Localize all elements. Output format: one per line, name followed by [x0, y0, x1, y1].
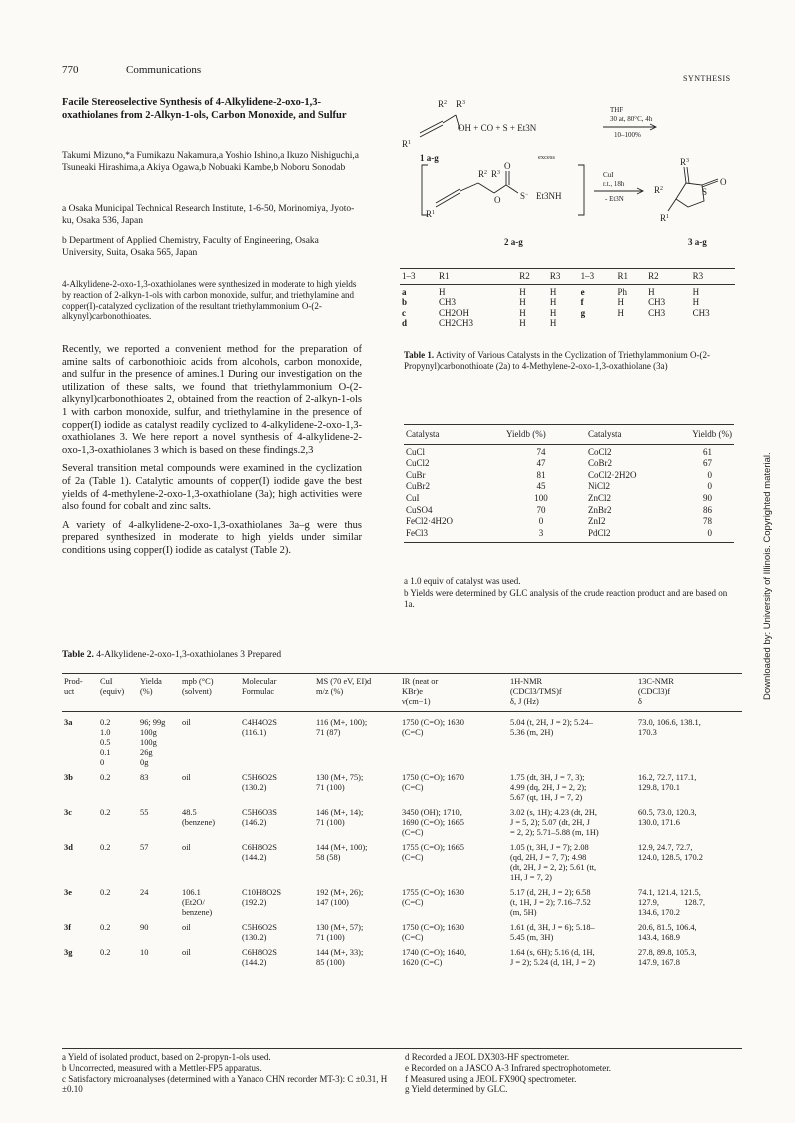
svg-text:R1: $R^1$ — [426, 209, 436, 219]
svg-text:R3: $R^3$ — [680, 157, 690, 167]
table-row — [62, 888, 742, 918]
table2-cell: 0.2 — [100, 773, 111, 782]
table2-cell: 1750 (C=O); 1670 (C=C) — [402, 773, 464, 792]
table2-footnotes-right — [405, 1052, 735, 1095]
scheme-label-3: 3 a-g — [688, 237, 707, 247]
table2-cell: 3c — [64, 808, 72, 817]
table2-cell: 27.8, 89.8, 105.3, 147.9, 167.8 — [638, 948, 697, 967]
svg-text:R1: $R^1$ — [402, 139, 412, 149]
table2-cell: 60.5, 73.0, 120.3, 130.0, 171.6 — [638, 808, 697, 827]
table2-cell: 96; 99g 100g 100g 26g 0g — [140, 718, 166, 767]
table1-header: Yieldb (%) — [692, 429, 732, 439]
table2-caption — [62, 650, 281, 661]
table2-cell: 3b — [64, 773, 73, 782]
table2-footnote: b Uncorrected, measured with a Mettler-FP5 apparatus. — [62, 1062, 262, 1073]
table2-cell: 3f — [64, 923, 71, 932]
table2-cell: C5H6O3S (146.2) — [242, 808, 277, 827]
subst-header: R3 — [692, 271, 704, 281]
table2-header: MS (70 eV, EI)d m/z (%) — [316, 677, 372, 696]
section-name: Communications — [126, 64, 202, 76]
subst-header: R2 — [519, 271, 530, 281]
table1-row: FeCl2·4H2O 0 ZnI2 78 — [406, 516, 712, 527]
table2-cell: C5H6O2S (130.2) — [242, 773, 277, 792]
subst-row: c CH2OH H H g H CH3 CH3 — [402, 307, 710, 318]
table2-header: mpb (°C) (solvent) — [182, 677, 214, 696]
svg-text:R3: $R^3$ — [456, 99, 466, 109]
table2-cell: C4H4O2S (116.1) — [242, 718, 277, 737]
subst-header: R1 — [617, 271, 629, 281]
scheme-condition-pressure: 30 at, 80°C, 4h — [610, 115, 653, 123]
scheme-salt: Et3NH — [536, 191, 562, 201]
table2-cell: 1.61 (d, 3H, J = 6); 5.18– 5.45 (m, 3H) — [510, 923, 595, 942]
subst-row: a H H H e Ph H H — [402, 286, 700, 297]
table2 — [62, 677, 742, 973]
table2-cell: 0.2 — [100, 948, 111, 957]
table1-header: Catalysta — [588, 429, 622, 439]
paragraph-variety: A variety of 4-alkylidene-2-oxo-1,3-oxathiolanes 3a–g were thus prepared synthesized in moderate to high yields under similar conditions using copper(I) iodide as catalyst (Table 2). — [62, 519, 362, 556]
table2-cell: 1750 (C=O); 1630 (C=C) — [402, 923, 464, 942]
table2-cell: 130 (M+, 57); 71 (100) — [316, 923, 364, 942]
table1-row: CuBr 81 CoCl2·2H2O 0 — [406, 469, 712, 480]
table2-cell: C6H8O2S (144.2) — [242, 948, 277, 967]
table2-cell: C6H8O2S (144.2) — [242, 843, 277, 862]
table2-cell: 0.2 — [100, 888, 111, 897]
table2-header: Prod- uct — [64, 677, 83, 696]
table2-cell: 73.0, 106.6, 138.1, 170.3 — [638, 718, 701, 737]
table2-header: Yielda (%) — [140, 677, 162, 696]
scheme-reagents: OH + CO + S + Et3N — [458, 123, 537, 133]
table1-footnote-a: a 1.0 equiv of catalyst was used. — [404, 576, 521, 586]
subst-header: R1 — [438, 271, 450, 281]
table2-cell: 48.5 (benzene) — [182, 808, 216, 827]
affiliation-b: b Department of Applied Chemistry, Faculty of Engineering, Osaka University, Suita, Osaka 565, Japan — [62, 236, 319, 258]
table2-cell: 106.1 (Et2O/ benzene) — [182, 888, 213, 917]
table2-rule-bottom — [62, 1048, 742, 1049]
table1-caption-text: Activity of Various Catalysts in the Cyclization of Triethylammonium O-(2-Propynyl)carbonothioate (2a) to 4-Methylene-2-oxo-1,3-oxathiolane (3a) — [404, 350, 711, 371]
table2-caption-text: 4-Alkylidene-2-oxo-1,3-oxathiolanes 3 Prepared — [96, 650, 282, 660]
table2-caption-label: Table 2. — [62, 650, 94, 660]
table1-rule-top — [404, 424, 734, 425]
table2-footnote: c Satisfactory microanalyses (determined with a Yanaco CHN recorder MT-3): C ±0.31, H ±0.10 — [62, 1073, 388, 1095]
table2-cell: 1750 (C=O); 1630 (C=C) — [402, 718, 464, 737]
table1-caption — [404, 350, 734, 372]
table-row — [62, 923, 742, 943]
table2-cell: 74.1, 121.4, 121.5, 127.9, 128.7, 134.6, 170.2 — [638, 888, 705, 917]
table2-rule-top — [62, 673, 742, 674]
table2-cell: 10 — [140, 948, 149, 957]
table2-footnote: g Yield determined by GLC. — [405, 1084, 508, 1095]
table2-cell: 1740 (C=O); 1640, 1620 (C=C) — [402, 948, 467, 967]
table2-cell: 83 — [140, 773, 149, 782]
table2-cell: 1.05 (t, 3H, J = 7); 2.08 (qd, 2H, J = 7, 7); 4.98 (dt, 2H, J = 2, 2); 5.61 (tt, 1H, J = 7, 2) — [510, 843, 597, 882]
abstract: 4-Alkylidene-2-oxo-1,3-oxathiolanes were synthesized in moderate to high yields by reaction of 2-alkyn-1-ols with carbon monoxide, sulfur, and triethylamine and copper(I)-catalyzed cyclization of the resultant triethylammonium O-(2-alkynyl)carbonothioates. — [62, 279, 357, 322]
table-row — [62, 718, 742, 768]
table2-footnote: d Recorded a JEOL DX303-HF spectrometer. — [405, 1052, 570, 1062]
table2-cell: 5.17 (d, 2H, J = 2); 6.58 (t, 1H, J = 2); 7.16–7.52 (m, 5H) — [510, 888, 591, 917]
table2-cell: oil — [182, 923, 191, 932]
substituent-table — [400, 271, 735, 329]
subst-table-rule-top — [400, 268, 735, 269]
table2-cell: oil — [182, 948, 191, 957]
subst-header: R2 — [648, 271, 659, 281]
author-list: Takumi Mizuno,*a Fumikazu Nakamura,a Yoshio Ishino,a Ikuzo Nishiguchi,a Tsuneaki Hirashima,a Akiya Ogawa,b Nobuaki Kambe,b Noboru Sonodab — [62, 151, 359, 173]
paragraph-catalysts: Several transition metal compounds were examined in the cyclization of 2a (Table 1). Catalytic amounts of copper(I) iodide gave the best yields of 4-methylene-2-oxo-1,3-oxathiolane (3a); high activities were also found for cobalt and zinc salts. — [62, 463, 362, 513]
table2-header-row — [62, 677, 742, 707]
paragraph-intro: Recently, we reported a convenient method for the preparation of amine salts of carbonothioic acids from alcohols, carbon monoxide, and sulfur in the presence of amines.1 During our investigation on the utilization of these salts, we found that triethylammonium O-(2-alkynyl)carbonothioates 2, obtained from the reaction of 2-alkyn-1-ols 1 with carbon monoxide, sulfur, and triethylamine in the presence of copper(I) iodide as catalyst readily cyclized to 4-alkylidene-2-oxo-1,3-oxathiolanes 3. We here report a novel synthesis of 4-alkylidene-2-oxo-1,3-oxathiolanes 3 which is based on these findings.2,3 — [62, 344, 362, 456]
table2-footnote: e Recorded on a JASCO A-3 Infrared spectrophotometer. — [405, 1062, 611, 1073]
table2-cell: 0.2 — [100, 843, 111, 852]
table2-cell: 3d — [64, 843, 73, 852]
scheme-condition-solvent: THF — [610, 106, 624, 114]
table2-cell: 146 (M+, 14); 71 (100) — [316, 808, 364, 827]
scheme-label-1: 1 a-g — [420, 153, 439, 163]
table2-header: 13C-NMR (CDCl3)f δ — [638, 677, 674, 706]
table2-cell: C10H8O2S (192.2) — [242, 888, 282, 907]
table1-row: CuSO4 70 ZnBr2 86 — [406, 504, 712, 515]
svg-text:O: O — [504, 161, 511, 171]
svg-text:S−: S− — [520, 191, 529, 201]
table2-cell: 3e — [64, 888, 72, 897]
download-notice: Downloaded by: University of Illinois. Copyrighted material. — [762, 452, 773, 700]
table2-header: 1H-NMR (CDCl3/TMS)f δ, J (Hz) — [510, 677, 562, 706]
table2-cell: 1.75 (dt, 3H, J = 7, 3); 4.99 (dq, 2H, J = 2, 2); 5.67 (qt, 1H, J = 7, 2) — [510, 773, 587, 802]
svg-text:R2: $R^2$ — [654, 185, 664, 195]
table2-cell: 5.04 (t, 2H, J = 2); 5.24– 5.36 (m, 2H) — [510, 718, 593, 737]
table2-footnotes-left — [62, 1052, 392, 1095]
subst-row: b CH3 H H f H CH3 H — [402, 297, 700, 307]
article-title: Facile Stereoselective Synthesis of 4-Alkylidene-2-oxo-1,3-oxathiolanes from 2-Alkyn-1-ols, Carbon Monoxide, and Sulfur — [62, 97, 347, 121]
table2-cell: 0.2 1.0 0.5 0.1 0 — [100, 718, 111, 767]
reaction-scheme — [398, 95, 738, 255]
table2-cell: 16.2, 72.7, 117.1, 129.8, 170.1 — [638, 773, 697, 792]
table2-cell: 144 (M+, 33); 85 (100) — [316, 948, 364, 967]
table2-cell: 130 (M+, 75); 71 (100) — [316, 773, 364, 792]
scheme-condition-yield: 10–100% — [614, 131, 641, 139]
table-row — [62, 948, 742, 968]
table2-cell: 1755 (C=O); 1665 (C=C) — [402, 843, 464, 862]
table2-cell: 1755 (C=O); 1630 (C=C) — [402, 888, 464, 907]
table2-cell: 1.64 (s, 6H); 5.16 (d, 1H, J = 2); 5.24 (d, 1H, J = 2) — [510, 948, 596, 967]
table2-header: IR (neat or KBr)e ν(cm−1) — [402, 677, 439, 706]
table-row — [62, 773, 742, 803]
journal-name: SYNTHESIS — [683, 74, 731, 83]
table2-cell: 3a — [64, 718, 73, 727]
table2-cell: 116 (M+, 100); 71 (87) — [316, 718, 368, 737]
table2-cell: 12.9, 24.7, 72.7, 124.0, 128.5, 170.2 — [638, 843, 703, 862]
table2-cell: 55 — [140, 808, 149, 817]
svg-text:S: S — [702, 187, 708, 197]
table2-cell: oil — [182, 773, 191, 782]
subst-header: 1–3 — [402, 271, 416, 281]
table1-row: CuCl2 47 CoBr2 67 — [406, 458, 712, 469]
table2-cell: 3450 (OH); 1710, 1690 (C=O); 1665 (C=C) — [402, 808, 464, 837]
table2-cell: 0.2 — [100, 923, 111, 932]
table2-cell: 20.6, 81.5, 106.4, 143.4, 168.9 — [638, 923, 697, 942]
svg-text:R2: $R^2$ — [438, 99, 448, 109]
svg-text:O: O — [720, 177, 727, 187]
table2-cell: 0.2 — [100, 808, 111, 817]
table1-header: Yieldb (%) — [506, 429, 546, 439]
table2-cell: 57 — [140, 843, 149, 852]
affiliation-a: a Osaka Municipal Technical Research Institute, 1-6-50, Morinomiya, Jyoto-ku, Osaka 536, Japan — [62, 204, 355, 226]
scheme-label-2: 2 a-g — [504, 237, 523, 247]
table2-cell: 3g — [64, 948, 73, 957]
table2-cell: 24 — [140, 888, 149, 897]
subst-header: 1–3 — [580, 271, 595, 281]
table1-caption-label: Table 1. — [404, 350, 435, 360]
table2-cell: 90 — [140, 923, 149, 932]
table2-cell: C5H6O2S (130.2) — [242, 923, 277, 942]
svg-text:O: O — [494, 195, 501, 205]
scheme-catalyst: CuI — [603, 171, 614, 179]
table2-cell: 3.02 (s, 1H); 4.23 (dt, 2H, J = 5, 2); 5.07 (dt, 2H, J = 2, 2); 5.71–5.88 (m, 1H) — [510, 808, 599, 837]
scheme-excess: excess — [538, 154, 555, 161]
scheme-condition-time: r.t., 18h — [603, 180, 625, 188]
body-text — [62, 344, 362, 564]
page-number: 770 — [62, 64, 79, 76]
table1-row: CuCl 74 CoCl2 61 — [406, 446, 712, 457]
svg-text:R2: $R^2$ — [478, 169, 488, 179]
table1-row: CuI 100 ZnCl2 90 — [406, 492, 712, 503]
table2-cell: 144 (M+, 100); 58 (58) — [316, 843, 368, 862]
table1 — [404, 429, 734, 543]
scheme-condition-elim: - Et3N — [605, 195, 624, 203]
table1-row: CuBr2 45 NiCl2 0 — [406, 481, 712, 492]
table2-cell: 192 (M+, 26); 147 (100) — [316, 888, 364, 907]
svg-text:R3: $R^3$ — [491, 169, 501, 179]
table2-cell: oil — [182, 718, 191, 727]
table2-footnote: a Yield of isolated product, based on 2-propyn-1-ols used. — [62, 1052, 271, 1062]
table2-footnote: f Measured using a JEOL FX90Q spectrometer. — [405, 1073, 577, 1084]
table1-footnote-b: b Yields were determined by GLC analysis of the crude reaction product and are based on 1a. — [404, 588, 728, 609]
table2-header: Molecular Formulac — [242, 677, 277, 696]
table2-header: CuI (equiv) — [100, 677, 125, 696]
table2-cell: oil — [182, 843, 191, 852]
table1-header: Catalysta — [406, 429, 440, 439]
table-row — [62, 843, 742, 883]
subst-header: R3 — [549, 271, 561, 281]
svg-text:R1: $R^1$ — [660, 213, 670, 223]
subst-row: d CH2CH3 H H — [402, 318, 557, 328]
table-row — [62, 808, 742, 838]
table1-row: FeCl3 3 PdCl2 0 — [406, 527, 712, 538]
